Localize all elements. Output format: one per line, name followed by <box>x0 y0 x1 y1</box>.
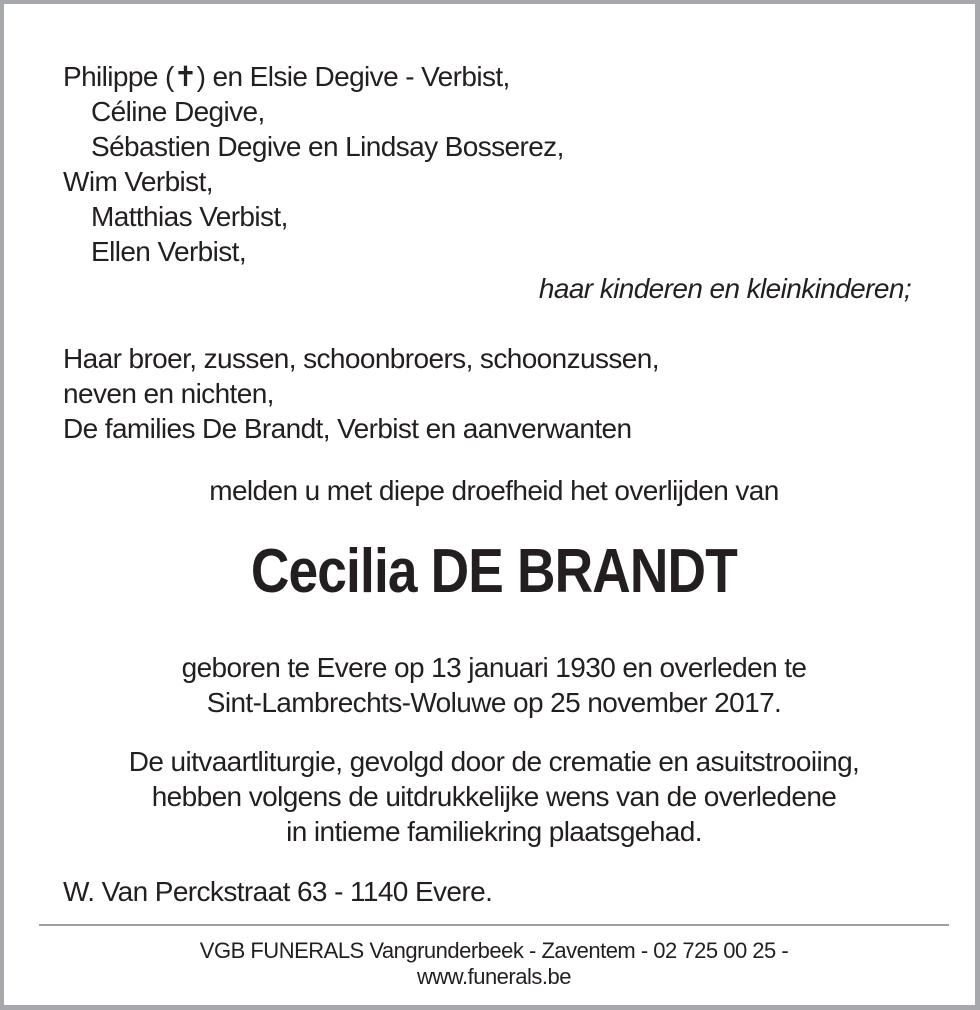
ceremony-line-1: De uitvaartliturgie, gevolgd door de crematie en asuitstrooiing, <box>128 746 860 777</box>
ceremony-line-3: in intieme familiekring plaatsgehad. <box>286 816 702 847</box>
mourner-line-5: Matthias Verbist, <box>91 201 288 232</box>
mourner-relation: haar kinderen en kleinkinderen; <box>538 273 911 304</box>
announcement: melden u met diepe droefheid het overlijden van <box>209 475 779 506</box>
relatives-line-2: neven en nichten, <box>63 378 274 409</box>
mourner-line-1: Philippe (✝) en Elsie Degive - Verbist, <box>63 61 510 92</box>
mourner-line-4: Wim Verbist, <box>63 166 213 197</box>
ceremony-line-2: hebben volgens de uitdrukkelijke wens van de overledene <box>151 781 837 812</box>
deceased-name: Cecilia DE BRANDT <box>250 537 737 606</box>
relatives-line-3: De families De Brandt, Verbist en aanverwanten <box>63 413 632 444</box>
mourner-line-2: Céline Degive, <box>91 96 265 127</box>
life-dates-line-1: geboren te Evere op 13 januari 1930 en overleden te <box>181 652 807 683</box>
relatives-line-1: Haar broer, zussen, schoonbroers, schoonzussen, <box>63 343 659 374</box>
life-dates-line-2: Sint-Lambrechts-Woluwe op 25 november 2017. <box>206 687 782 718</box>
mourner-line-6: Ellen Verbist, <box>91 236 247 267</box>
divider <box>39 924 949 926</box>
funeral-home-website[interactable]: www.funerals.be <box>417 964 571 989</box>
mourner-line-3: Sébastien Degive en Lindsay Bosserez, <box>91 131 564 162</box>
address: W. Van Perckstraat 63 - 1140 Evere. <box>63 876 493 907</box>
funeral-home-info: VGB FUNERALS Vangrunderbeek - Zaventem - 02 725 00 25 - <box>199 938 789 963</box>
